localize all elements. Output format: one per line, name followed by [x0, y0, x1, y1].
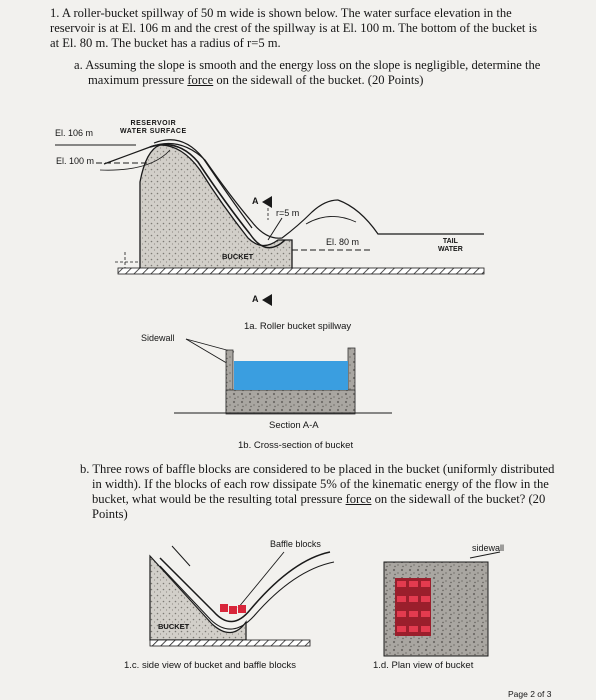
- section-aa-label: Section A-A: [269, 420, 319, 431]
- elevation-106-label: El. 106 m: [55, 128, 94, 138]
- baffle-block-1: [220, 604, 228, 612]
- figure-1c-caption: 1.c. side view of bucket and baffle blocks: [124, 660, 296, 671]
- figure-1d-caption: 1.d. Plan view of bucket: [373, 660, 474, 671]
- elevation-100-label: El. 100 m: [56, 156, 95, 166]
- baffle-block-2: [229, 606, 237, 614]
- sidewall-label: Sidewall: [141, 333, 175, 343]
- tailwater-label: TAIL WATER: [438, 238, 463, 253]
- problem-line-1: 1. A roller-bucket spillway of 50 m wide is shown below. The water surface elevation in the: [50, 6, 512, 20]
- bucket-floor: [226, 390, 355, 414]
- baffle-grid: [395, 578, 431, 636]
- side-bucket-label: BUCKET: [158, 622, 190, 631]
- baffle-blocks-label: Baffle blocks: [270, 539, 321, 549]
- part-b-line-3: bucket, what would be the resulting total pressure force on the sidewall of the bucket? (20: [92, 492, 546, 506]
- bucket-label: BUCKET: [222, 252, 254, 261]
- radius-label: r=5 m: [276, 208, 300, 218]
- page-number: Page 2 of 3: [508, 689, 552, 699]
- section-marker-bottom: A: [252, 294, 259, 304]
- reservoir-label: RESERVOIR WATER SURFACE: [120, 120, 187, 135]
- baffle-leader: [238, 552, 284, 608]
- plan-sidewall-label: sidewall: [472, 543, 505, 553]
- dam-body: [140, 145, 292, 272]
- problem-line-2: reservoir is at El. 106 m and the crest of the spillway is at El. 100 m. The bottom of the bucket is: [50, 21, 537, 35]
- ground-hatch: [118, 268, 484, 274]
- part-b-line-1: b. Three rows of baffle blocks are considered to be placed in the bucket (uniformly distributed: [80, 462, 555, 476]
- part-a-line-1: a. Assuming the slope is smooth and the energy loss on the slope is negligible, determine the: [74, 58, 541, 72]
- bucket-water: [234, 361, 348, 390]
- figure-1b-caption: 1b. Cross-section of bucket: [238, 440, 354, 451]
- part-b-line-2: in width). If the blocks of each row dissipate 5% of the kinematic energy of the flow in the: [92, 477, 549, 491]
- elevation-80-label: El. 80 m: [326, 237, 360, 247]
- section-marker-top: A: [252, 196, 259, 206]
- baffle-block-3: [238, 605, 246, 613]
- figure-1a-caption: 1a. Roller bucket spillway: [244, 321, 352, 332]
- part-a-line-2: maximum pressure force on the sidewall of the bucket. (20 Points): [88, 73, 424, 87]
- part-b-text: [80, 462, 585, 522]
- part-b-line-4: Points): [92, 507, 128, 521]
- problem-line-3: at El. 80 m. The bucket has a radius of r=5 m.: [50, 36, 281, 50]
